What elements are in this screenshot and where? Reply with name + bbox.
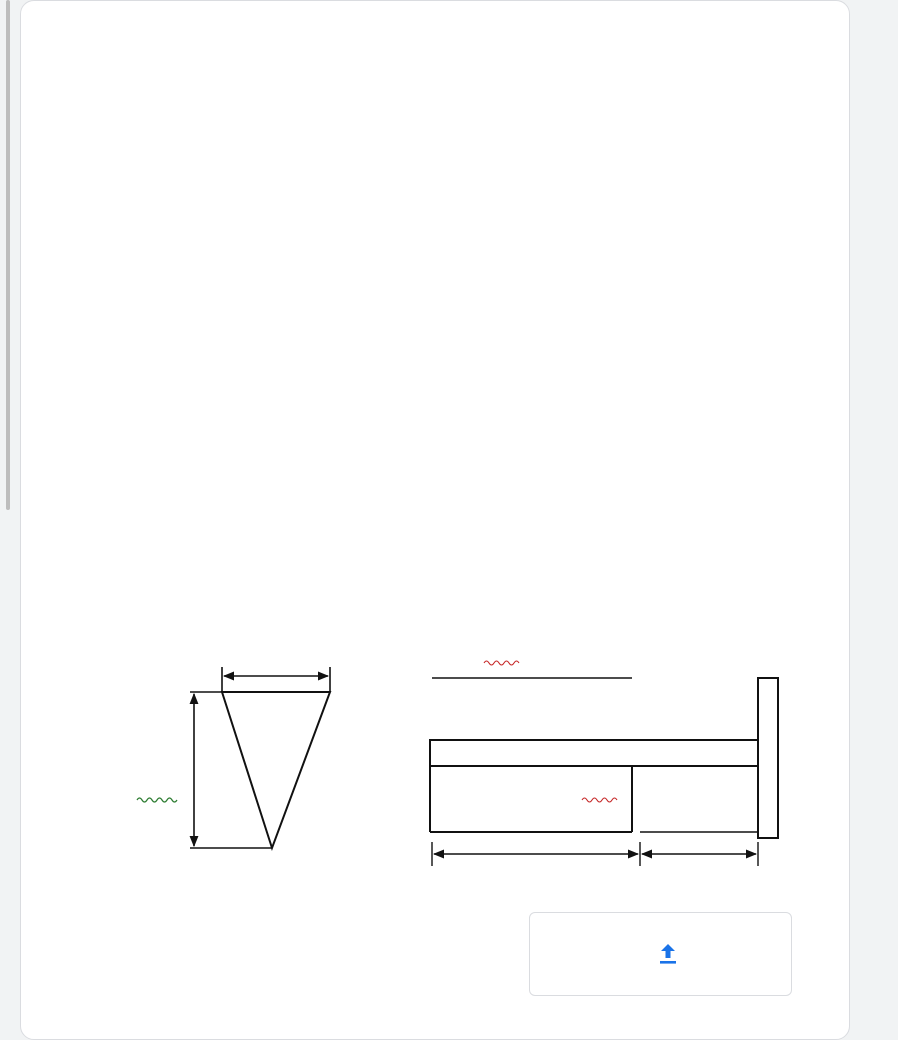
upload-icon: [657, 942, 679, 966]
cross-section: [137, 667, 330, 848]
spellcheck-underline: [582, 798, 617, 802]
add-file-button[interactable]: [529, 912, 792, 996]
triangle-section: [222, 692, 330, 848]
beam-flange: [430, 740, 758, 766]
spellcheck-underline: [484, 661, 519, 665]
fixed-support: [758, 678, 778, 838]
cantilever-beam: [430, 661, 778, 866]
spellcheck-underline: [137, 798, 177, 802]
